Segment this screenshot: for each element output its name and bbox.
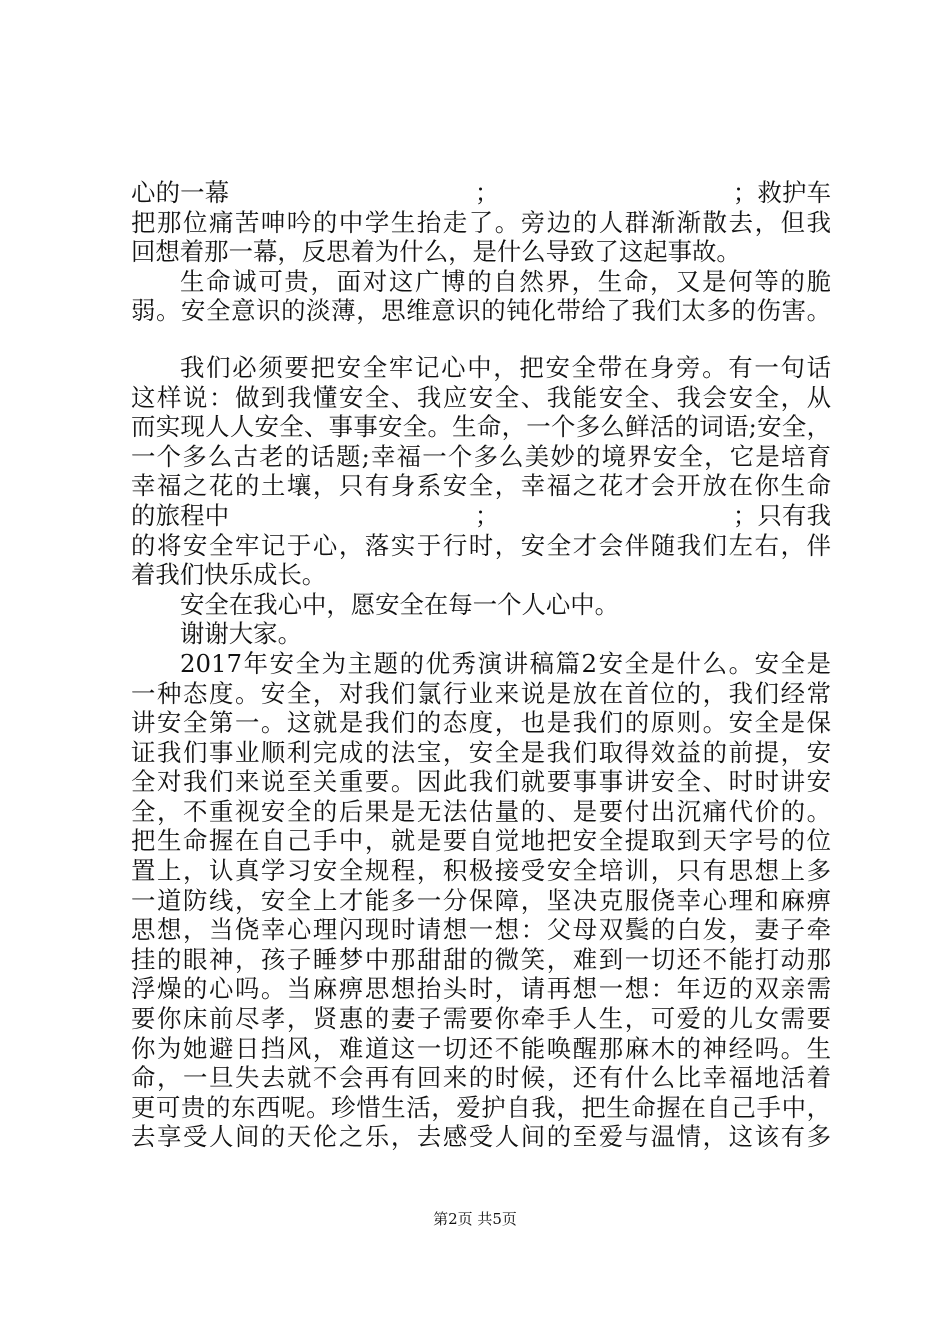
text-line: 回想着那一幕，反思着为什么，是什么导致了这起事故。 xyxy=(131,237,741,267)
text-line: 挂的眼神，孩子睡梦中那甜甜的微笑，难到一切还不能打动那 xyxy=(131,944,831,974)
text-line: 把那位痛苦呻吟的中学生抬走了。旁边的人群渐渐散去，但我 xyxy=(131,207,831,237)
text-line: 一种态度。安全，对我们氯行业来说是放在首位的，我们经常 xyxy=(131,678,831,708)
text-line: 去享受人间的天伦之乐，去感受人间的至爱与温情，这该有多 xyxy=(131,1122,831,1152)
text-line: 2017年安全为主题的优秀演讲稿篇2安全是什么。安全是 xyxy=(180,648,831,678)
body-text xyxy=(131,178,831,1152)
text-line: 弱。安全意识的淡薄，思维意识的钝化带给了我们太多的伤害。 xyxy=(131,296,831,326)
paragraph-gap xyxy=(131,326,831,353)
text-line: 着我们快乐成长。 xyxy=(131,560,327,590)
text-line: 全对我们来说至关重要。因此我们就要事事讲安全、时时讲安 xyxy=(131,767,831,797)
text-line: 谢谢大家。 xyxy=(180,619,302,649)
text-line: 幸福之花的土壤，只有身系安全，幸福之花才会开放在你生命 xyxy=(131,471,831,501)
text-line: 你为她避日挡风，难道这一切还不能唤醒那麻木的神经吗。生 xyxy=(131,1033,831,1063)
text-line: 讲安全第一。这就是我们的态度，也是我们的原则。安全是保 xyxy=(131,708,831,738)
text-line: 全，不重视安全的后果是无法估量的、是要付出沉痛代价的。 xyxy=(131,796,831,826)
text-line: 而实现人人安全、事事安全。生命，一个多么鲜活的词语;安全， xyxy=(131,412,831,442)
text-line: 我们必须要把安全牢记心中，把安全带在身旁。有一句话 xyxy=(180,352,831,382)
page-footer: 第2页 共5页 xyxy=(433,1210,517,1228)
text-line: 生命诚可贵，面对这广博的自然界，生命，又是何等的脆 xyxy=(180,266,831,296)
text-line: 的旅程中 ； ；只有我 xyxy=(131,500,831,530)
text-line: 一个多么古老的话题;幸福一个多么美妙的境界安全，它是培育 xyxy=(131,441,831,471)
text-line: 的将安全牢记于心，落实于行时，安全才会伴随我们左右，伴 xyxy=(131,530,831,560)
text-line: 这样说：做到我懂安全、我应安全、我能安全、我会安全，从 xyxy=(131,382,831,412)
text-line: 更可贵的东西呢。珍惜生活，爱护自我，把生命握在自己手中， xyxy=(131,1092,831,1122)
text-line: 要你床前尽孝，贤惠的妻子需要你牵手人生，可爱的儿女需要 xyxy=(131,1004,831,1034)
text-line: 思想，当侥幸心理闪现时请想一想：父母双鬓的白发，妻子牵 xyxy=(131,915,831,945)
text-line: 置上，认真学习安全规程，积极接受安全培训，只有思想上多 xyxy=(131,856,831,886)
text-line: 浮燥的心吗。当麻痹思想抬头时，请再想一想：年迈的双亲需 xyxy=(131,974,831,1004)
text-line: 一道防线，安全上才能多一分保障，坚决克服侥幸心理和麻痹 xyxy=(131,885,831,915)
text-line: 把生命握在自己手中，就是要自觉地把安全提取到天字号的位 xyxy=(131,826,831,856)
text-line: 安全在我心中，愿安全在每一个人心中。 xyxy=(180,589,620,619)
text-line: 心的一幕 ； ；救护车 xyxy=(131,178,831,207)
text-line: 证我们事业顺利完成的法宝，安全是我们取得效益的前提，安 xyxy=(131,737,831,767)
text-line: 命，一旦失去就不会再有回来的时候，还有什么比幸福地活着 xyxy=(131,1063,831,1093)
